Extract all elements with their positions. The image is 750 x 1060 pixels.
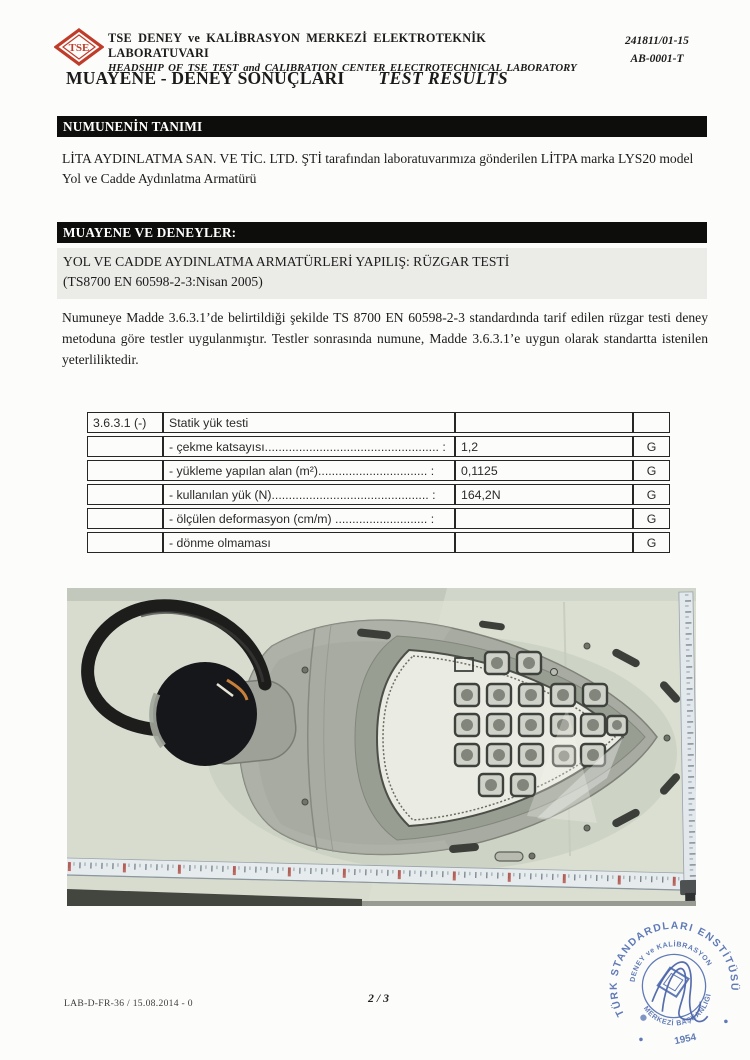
stamp-outer-text: TÜRK STANDARDLARI ENSTİTÜSÜ	[608, 920, 740, 1019]
result-cell: G	[633, 436, 670, 457]
result-cell: G	[633, 460, 670, 481]
result-cell: G	[633, 532, 670, 553]
clause-cell	[87, 532, 163, 553]
clause-cell	[87, 508, 163, 529]
table-row	[87, 532, 670, 553]
value-cell: 164,2N	[455, 484, 633, 505]
clause-cell	[87, 436, 163, 457]
title-en: TEST RESULTS	[378, 68, 509, 88]
report-reference	[592, 33, 722, 69]
value-cell	[455, 508, 633, 529]
page-title	[66, 68, 508, 89]
title-tr: MUAYENE - DENEY SONUÇLARI	[66, 68, 345, 88]
document-code: LAB-D-FR-36 / 15.08.2014 - 0	[64, 998, 193, 1009]
clause-cell	[87, 460, 163, 481]
section-heading-sample: NUMUNENİN TANIMI	[57, 116, 707, 137]
test-title-line2: (TS8700 EN 60598-2-3:Nisan 2005)	[63, 274, 263, 290]
item-cell: - ölçülen deformasyon (cm/m) ........................... :	[163, 508, 455, 529]
result-cell: G	[633, 508, 670, 529]
result-cell	[633, 412, 670, 433]
section-heading-tests: MUAYENE VE DENEYLER:	[57, 222, 707, 243]
table-row	[87, 460, 670, 481]
org-name-en: HEADSHIP OF TSE TEST and CALIBRATION CENTER ELECTROTECHNICAL LABORATORY	[108, 61, 577, 74]
svg-text:TSE: TSE	[68, 42, 90, 54]
svg-text:TÜRK STANDARDLARI ENSTİTÜSÜ	[598, 912, 744, 1020]
page-number: 2 / 3	[368, 991, 389, 1005]
item-cell: Statik yük testi	[163, 412, 455, 433]
table-row	[87, 484, 670, 505]
table-row	[87, 436, 670, 457]
item-cell: - dönme olmaması	[163, 532, 455, 553]
tse-stamp	[598, 912, 750, 1060]
value-cell: 1,2	[455, 436, 633, 457]
test-title-line1: YOL VE CADDE AYDINLATMA ARMATÜRLERİ YAPILIŞ: RÜZGAR TESTİ	[63, 254, 510, 269]
table-row	[87, 508, 670, 529]
socket-opening	[153, 662, 257, 766]
result-cell: G	[633, 484, 670, 505]
stamp-inner-top-text: DENEY ve KALİBRASYON	[628, 940, 714, 983]
org-name-tr: TSE DENEY ve KALİBRASYON MERKEZİ ELEKTROTEKNİK LABORATUVARI	[108, 31, 487, 61]
tse-logo-icon	[54, 28, 104, 66]
stamp-year: 1954	[673, 1031, 698, 1048]
clause-cell	[87, 484, 163, 505]
test-method-paragraph: Numuneye Madde 3.6.3.1’de belirtildiği şekilde TS 8700 EN 60598-2-3 standardında tarif edilen rüzgar testi deney metoduna göre testler uygulanmıştır. Testler sonrasında numune, Madde 3.6.3.1’e uygun olarak standartta istenilen yeterliliktedir.	[62, 310, 708, 368]
item-cell: - yükleme yapılan alan (m²)................................ :	[163, 460, 455, 481]
results-table	[87, 409, 670, 556]
stamp-inner-bottom-text: MERKEZİ BAŞKANLIĞI	[641, 992, 713, 1028]
value-cell	[455, 412, 633, 433]
item-cell: - çekme katsayısı................................................... :	[163, 436, 455, 457]
test-title-block	[57, 248, 707, 299]
clause-cell: 3.6.3.1 (-)	[87, 412, 163, 433]
report-number: 241811/01-15	[625, 35, 689, 47]
value-cell	[455, 532, 633, 553]
item-cell: - kullanılan yük (N).............................................. :	[163, 484, 455, 505]
table-row	[87, 412, 670, 433]
value-cell: 0,1125	[455, 460, 633, 481]
product-photo	[67, 588, 696, 906]
sample-description: LİTA AYDINLATMA SAN. VE TİC. LTD. ŞTİ tarafından laboratuvarımıza gönderilen LİTPA marka LYS20 model Yol ve Cadde Aydınlatma Armatürü	[62, 151, 694, 187]
accreditation-code: AB-0001-T	[630, 52, 684, 65]
